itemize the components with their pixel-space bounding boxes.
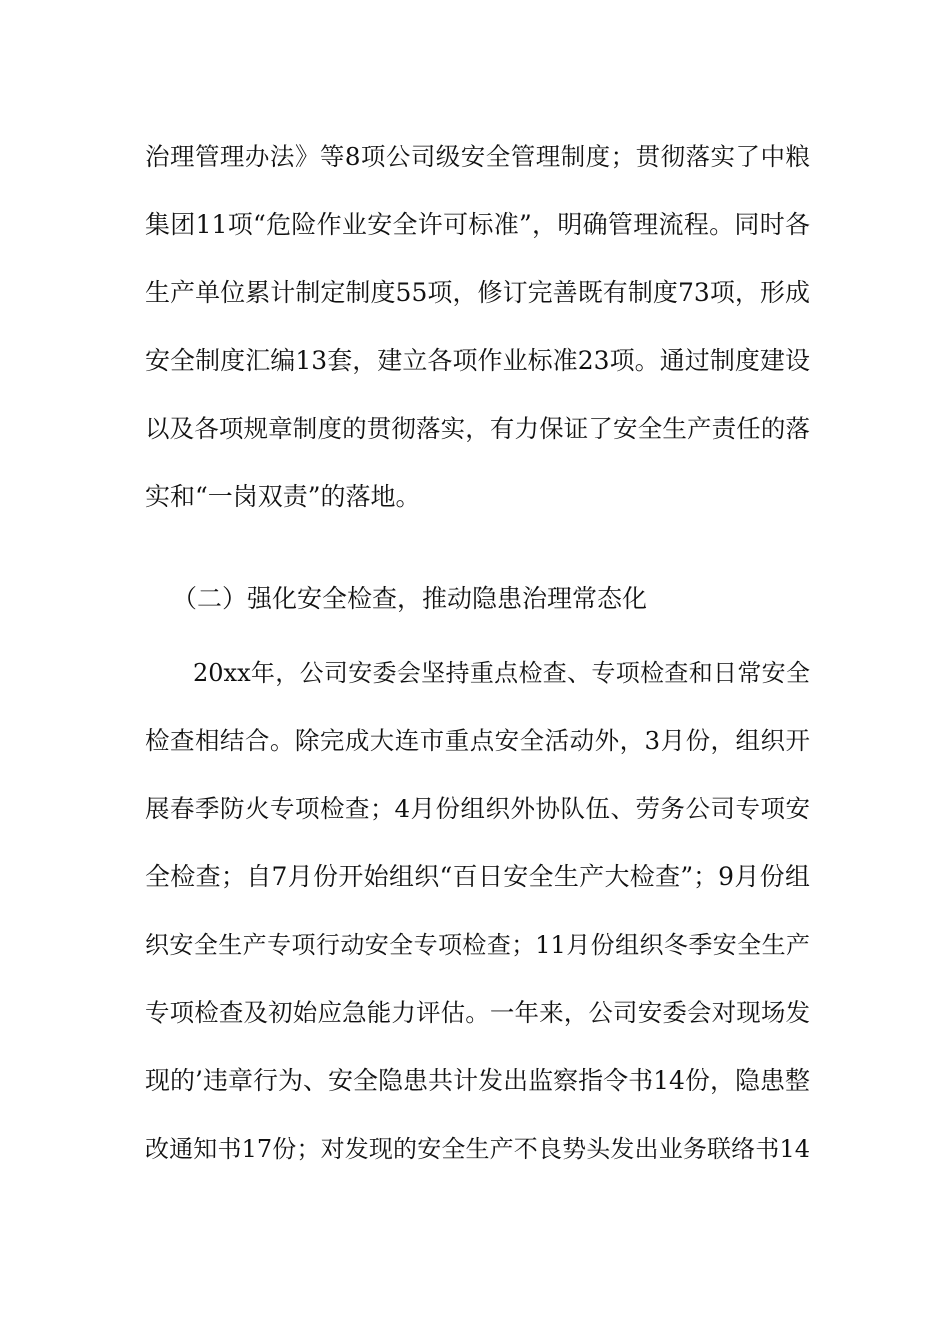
paragraph-1-line-4: 安全制度汇编13套，建立各项作业标准23项。通过制度建设 (145, 346, 810, 375)
paragraph-1-line-6: 实和“一岗双责”的落地。 (145, 482, 421, 511)
paragraph-1-line-2: 集团11项“危险作业安全许可标准”，明确管理流程。同时各 (145, 210, 810, 239)
paragraph-2-line-1: 20xx年，公司安委会坚持重点检查、专项检查和日常安全 (193, 659, 810, 687)
paragraph-2-line-3: 展春季防火专项检查；4月份组织外协队伍、劳务公司专项安 (145, 794, 810, 823)
paragraph-2-line-7: 现的’违章行为、安全隐患共计发出监察指令书14份，隐患整 (145, 1066, 810, 1095)
paragraph-2-line-8: 改通知书17份；对发现的安全生产不良势头发出业务联络书14 (145, 1135, 810, 1163)
paragraph-2-line-5: 织安全生产专项行动安全专项检查；11月份组织冬季安全生产 (145, 931, 810, 959)
paragraph-2-line-2: 检查相结合。除完成大连市重点安全活动外，3月份，组织开 (145, 726, 810, 755)
paragraph-1-line-5: 以及各项规章制度的贯彻落实，有力保证了安全生产责任的落 (145, 414, 810, 443)
paragraph-1-line-1: 治理管理办法》等8项公司级安全管理制度；贯彻落实了中粮 (145, 142, 810, 171)
paragraph-1-line-3: 生产单位累计制定制度55项，修订完善既有制度73项，形成 (145, 278, 810, 307)
paragraph-2-line-4: 全检查；自7月份开始组织“百日安全生产大检查”；9月份组 (145, 862, 810, 891)
paragraph-2-line-6: 专项检查及初始应急能力评估。一年来，公司安委会对现场发 (145, 998, 810, 1027)
section-heading: （二）强化安全检查，推动隐患治理常态化 (172, 584, 648, 613)
